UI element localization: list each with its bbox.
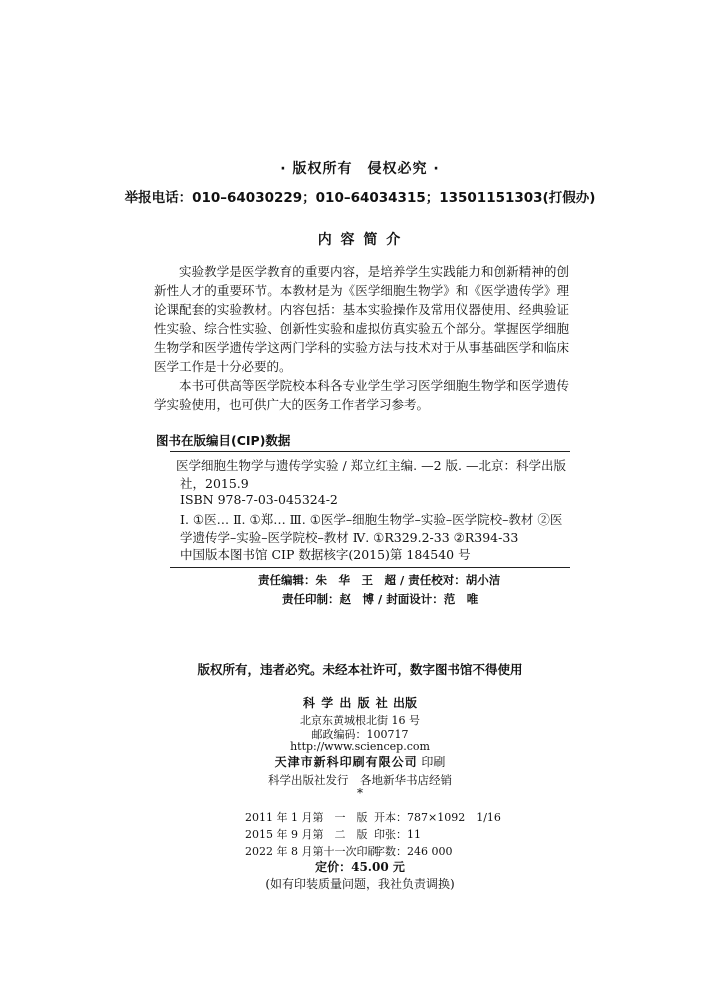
- publisher-name: 科 学 出 版 社: [303, 696, 389, 710]
- edition-1-spec: 开本：787×1092 1/16: [374, 811, 501, 824]
- cip-classification: Ⅰ. ①医… Ⅱ. ①郑… Ⅲ. ①医学–细胞生物学–实验–医学院校–教材 ②医学遗传学–实验–医学院校–教材 Ⅳ. ①R329.2-33 ②R394-33: [180, 512, 563, 545]
- printer-action: 印刷: [421, 755, 446, 769]
- publisher-url: http://www.sciencep.com: [290, 740, 430, 753]
- publisher-action: 出版: [392, 696, 417, 710]
- cip-top-rule: [170, 451, 570, 452]
- printer-line: [0, 753, 720, 770]
- printer-name: 天津市新科印刷有限公司: [274, 755, 418, 769]
- publisher-address: 北京东黄城根北街 16 号: [300, 714, 420, 727]
- quality-note: (如有印装质量问题，我社负责调换): [265, 877, 455, 891]
- publisher-line: [0, 694, 720, 711]
- editors-line-2: 责任印制：赵 博 / 封面设计：范 唯: [282, 592, 479, 606]
- edition-2-spec: 印张：11: [374, 828, 421, 841]
- copyright-notice: · 版权所有 侵权必究 ·: [280, 161, 440, 177]
- edition-3-spec: 字数：246 000: [374, 845, 453, 858]
- summary-body: [154, 262, 569, 414]
- publisher-postcode: 邮政编码：100717: [311, 728, 409, 741]
- summary-paragraph-1: 实验教学是医学教育的重要内容，是培养学生实践能力和创新精神的创新性人才的重要环节。本教材是为《医学细胞生物学》和《医学遗传学》理论课配套的实验教材。内容包括：基本实验操作及常用仪器使用、经典验证性实验、综合性实验、创新性实验和虚拟仿真实验五个部分。掌握医学细胞生物学和医学遗传学这两门学科的实验方法与技术对于从事基础医学和临床医学工作是十分必要的。: [154, 264, 569, 374]
- summary-paragraph-2: 本书可供高等医学院校本科各专业学生学习医学细胞生物学和医学遗传学实验使用，也可供广大的医务工作者学习参考。: [154, 378, 569, 412]
- edition-2-date: 2015 年 9 月第 二 版: [245, 828, 368, 841]
- separator-star: *: [357, 786, 363, 800]
- editors-line-1: 责任编辑：朱 华 王 超 / 责任校对：胡小洁: [258, 573, 501, 587]
- distribution: 科学出版社发行 各地新华书店经销: [268, 773, 452, 787]
- cip-data-number: 中国版本图书馆 CIP 数据核字(2015)第 184540 号: [180, 547, 471, 562]
- edition-1-date: 2011 年 1 月第 一 版: [245, 811, 368, 824]
- summary-title: 内 容 简 介: [317, 232, 403, 248]
- cip-isbn: ISBN 978-7-03-045324-2: [180, 492, 338, 507]
- cip-entry: 医学细胞生物学与遗传学实验 / 郑立红主编. —2 版. —北京：科学出版社，2015.9: [176, 458, 566, 491]
- price: 定价：45.00 元: [315, 860, 405, 874]
- edition-3-date: 2022 年 8 月第十一次印刷: [245, 845, 379, 858]
- cip-bottom-rule: [170, 567, 570, 568]
- report-phone: 举报电话：010–64030229；010–64034315；13501151303(打假办): [124, 190, 596, 206]
- cip-heading: 图书在版编目(CIP)数据: [156, 433, 291, 448]
- rights-statement: 版权所有，违者必究。未经本社许可，数字图书馆不得使用: [197, 662, 523, 677]
